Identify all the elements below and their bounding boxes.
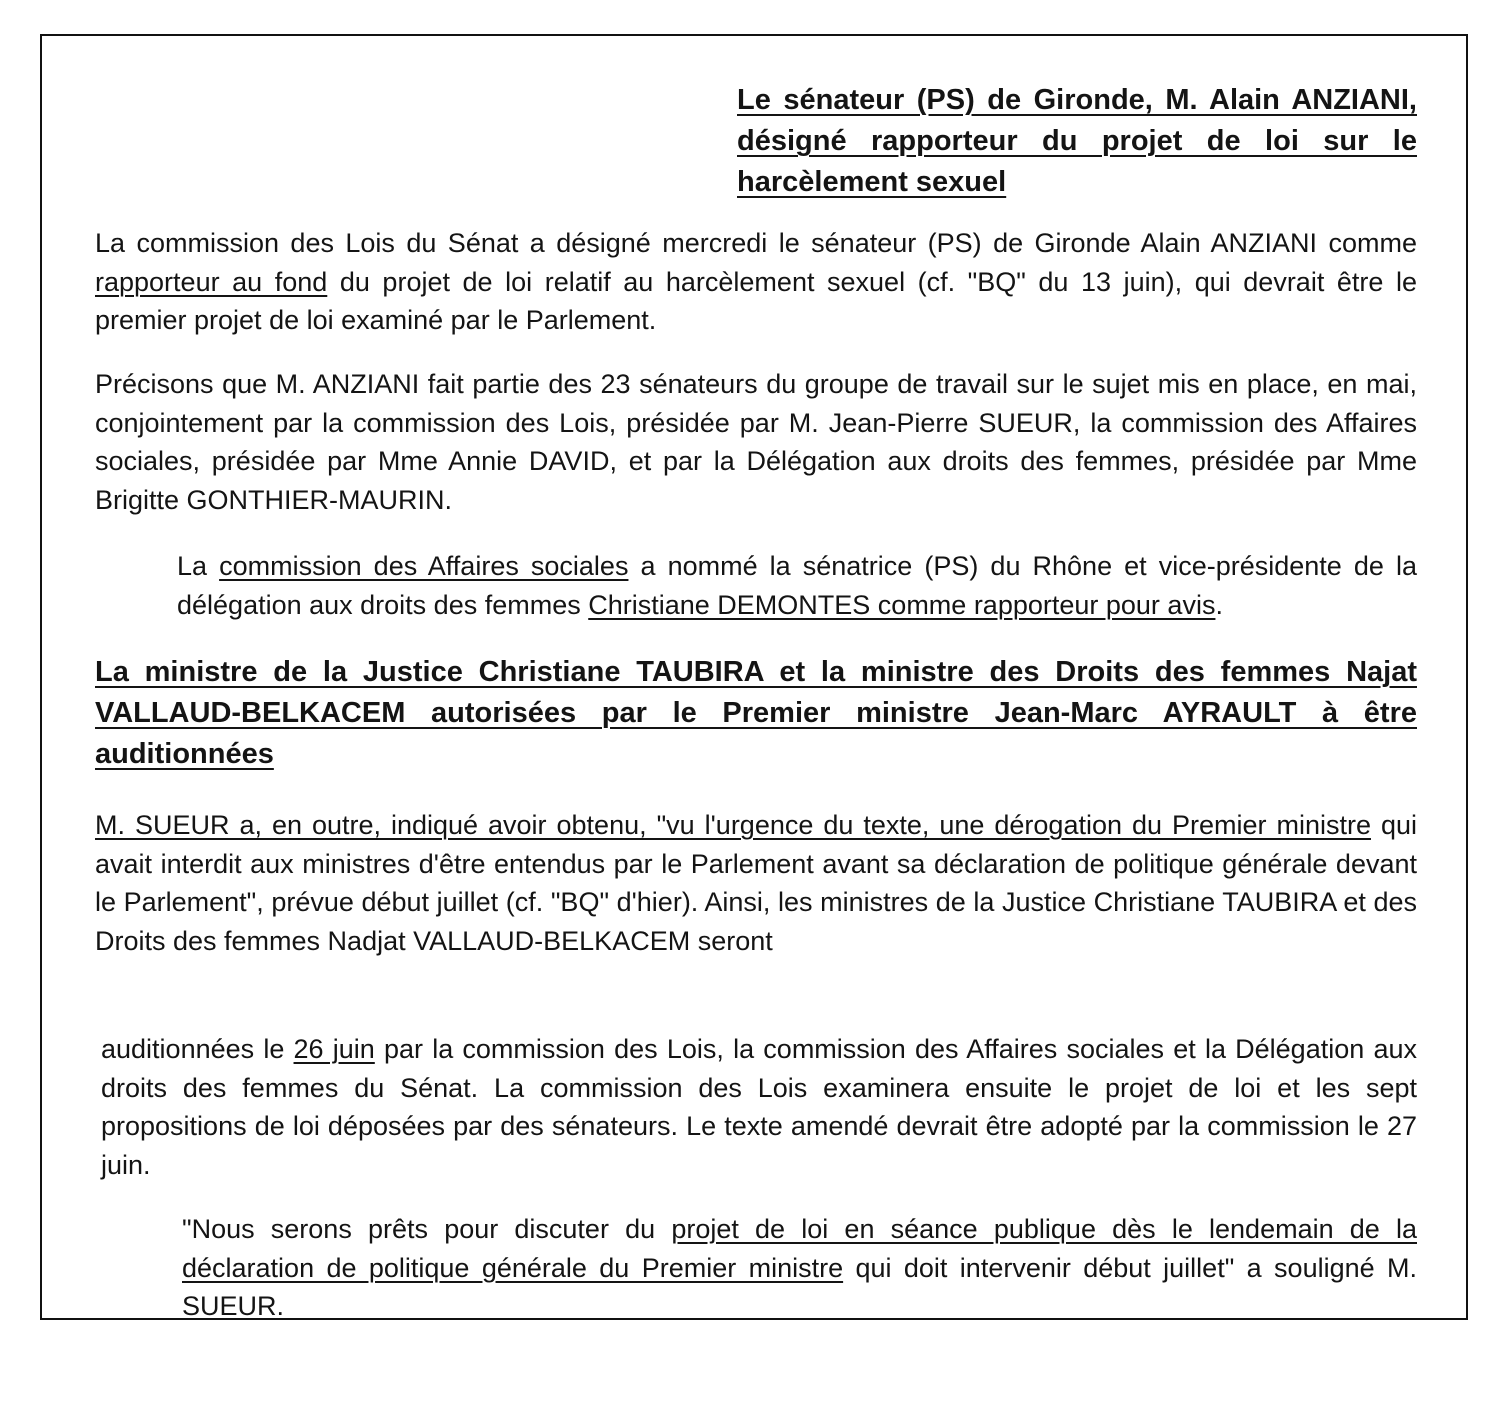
underlined-demontes-rapporteur: Christiane DEMONTES comme rapporteur pour avis — [588, 589, 1216, 620]
underlined-projet-de-loi-seance: projet de loi en séance publique dès le lendemain de la déclaration de politique générale du Premier ministre — [182, 1214, 1417, 1283]
paragraph-derogation-premier-ministre: M. SUEUR a, en outre, indiqué avoir obtenu, "vu l'urgence du texte, une dérogation du Premier ministre qui avait interdit aux ministres d'être entendus par le Parlement avant sa déclaration de politique générale devant le Parlement", prévue début juillet (cf. "BQ" d'hier). Ainsi, les ministres de la Justice Christiane TAUBIRA et des Droits des femmes Nadjat VALLAUD-BELKACEM seront — [95, 810, 1417, 957]
underlined-commission-affaires-sociales: commission des Affaires sociales — [219, 551, 629, 581]
heading-rapporteur-anziani: Le sénateur (PS) de Gironde, M. Alain ANZIANI, désigné rapporteur du projet de loi sur le harcèlement sexuel — [737, 84, 1417, 198]
paragraph-auditions-26-juin: auditionnées le 26 juin par la commission des Lois, la commission des Affaires sociales et la Délégation aux droits des femmes du Sénat. La commission des Lois examinera ensuite le projet de loi et les sept propositions de loi déposées par des sénateurs. Le texte amendé devrait être adopté par la commission le 27 juin. — [101, 1034, 1417, 1181]
underlined-rapporteur-au-fond: rapporteur au fond — [95, 266, 328, 297]
paragraph-commission-des-lois: La commission des Lois du Sénat a désigné mercredi le sénateur (PS) de Gironde Alain ANZIANI comme rapporteur au fond du projet de loi relatif au harcèlement sexuel (cf. "BQ" du 13 juin), qui devrait être le premier projet de loi examiné par le Parlement. — [95, 228, 1417, 336]
paragraph-affaires-sociales: La commission des Affaires sociales a nommé la sénatrice (PS) du Rhône et vice-présidente de la délégation aux droits des femmes Christiane DEMONTES comme rapporteur pour avis. — [177, 551, 1417, 620]
underlined-derogation: M. SUEUR a, en outre, indiqué avoir obtenu, "vu l'urgence du texte, une dérogation du Premier ministre — [95, 810, 1371, 840]
paragraph-groupe-de-travail: Précisons que M. ANZIANI fait partie des 23 sénateurs du groupe de travail sur le sujet mis en place, en mai, conjointement par la commission des Lois, présidée par M. Jean-Pierre SUEUR, la commission des Affaires sociales, présidée par Mme Annie DAVID, et par la Délégation aux droits des femmes, présidée par Mme Brigitte GONTHIER-MAURIN. — [95, 369, 1417, 516]
underlined-26-juin: 26 juin — [293, 1034, 375, 1064]
paragraph-citation-sueur: "Nous serons prêts pour discuter du projet de loi en séance publique dès le lendemain de la déclaration de politique générale du Premier ministre qui doit intervenir début juillet" a souligné M. SUEUR. — [182, 1214, 1417, 1322]
heading-ministres-auditionnees: La ministre de la Justice Christiane TAUBIRA et la ministre des Droits des femmes Najat VALLAUD-BELKACEM autorisées par le Premier ministre Jean-Marc AYRAULT à être auditionnées — [95, 656, 1417, 770]
